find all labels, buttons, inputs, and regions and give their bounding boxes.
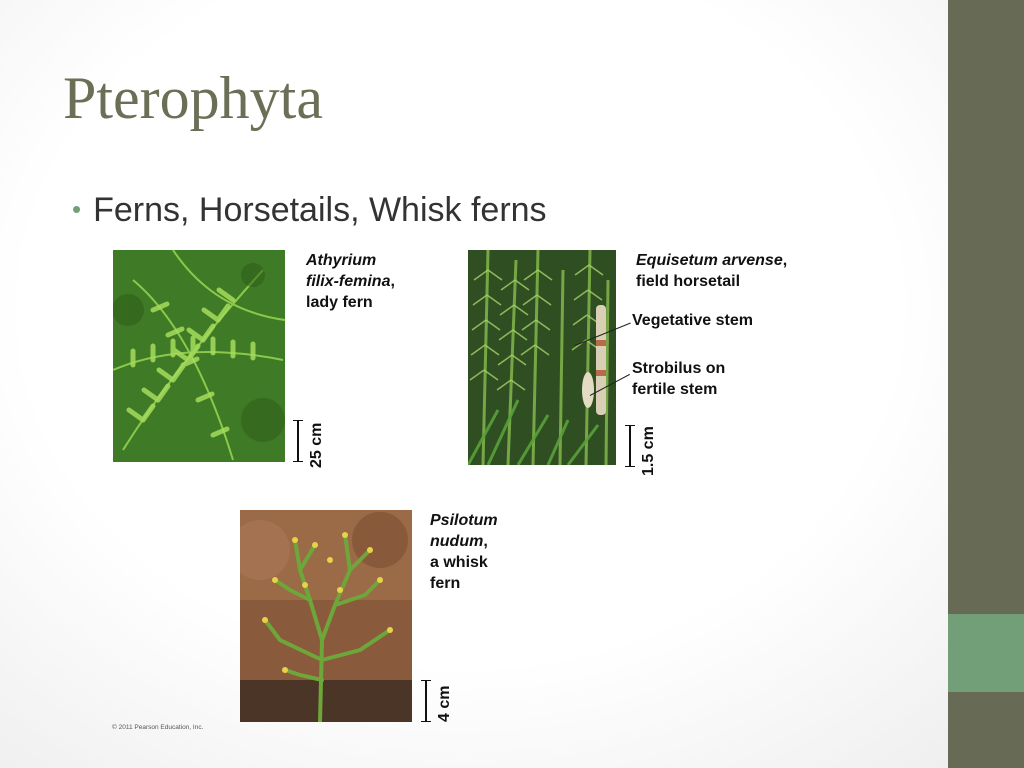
whisk-fern-genus: Psilotum: [430, 512, 498, 529]
bullet-item: [72, 190, 547, 232]
strobilus-label: [632, 358, 725, 400]
slide-title: Pterophyta: [63, 65, 323, 131]
strobilus-label-line1: Strobilus on: [632, 360, 726, 377]
whisk-fern-photo: [240, 510, 412, 722]
horsetail-comma: ,: [782, 252, 788, 269]
horsetail-scale-label: 1.5 cm: [640, 426, 657, 476]
bullet-text: Ferns, Horsetails, Whisk ferns: [93, 191, 547, 229]
whisk-fern-scale-bar: [421, 680, 431, 722]
sidebar-accent-block: [948, 614, 1024, 692]
whisk-fern-common-line1: a whisk: [430, 554, 488, 571]
lady-fern-comma: ,: [390, 273, 395, 290]
lady-fern-photo: [113, 250, 285, 462]
whisk-fern-comma: ,: [483, 533, 488, 550]
lady-fern-common-name: lady fern: [306, 294, 373, 311]
horsetail-species: Equisetum arvense: [636, 252, 783, 269]
horsetail-common-name: field horsetail: [636, 273, 741, 290]
horsetail-photo: [468, 250, 616, 465]
lady-fern-caption: [306, 250, 395, 313]
bullet-dot-icon: •: [72, 194, 82, 224]
whisk-fern-common-line2: fern: [430, 575, 461, 592]
whisk-fern-species: nudum: [430, 533, 484, 550]
copyright-notice: © 2011 Pearson Education, Inc.: [112, 724, 204, 731]
lady-fern-scale-bar: [293, 420, 303, 462]
lady-fern-scale-label: 25 cm: [308, 422, 325, 468]
whisk-fern-scale-label: 4 cm: [436, 685, 453, 722]
horsetail-scale-bar: [625, 425, 635, 467]
lady-fern-species: filix-femina: [306, 273, 391, 290]
strobilus-label-line2: fertile stem: [632, 381, 718, 398]
lady-fern-genus: Athyrium: [306, 252, 377, 269]
vegetative-stem-label: Vegetative stem: [632, 312, 753, 329]
whisk-fern-caption: [430, 510, 498, 594]
horsetail-caption: [636, 250, 787, 292]
